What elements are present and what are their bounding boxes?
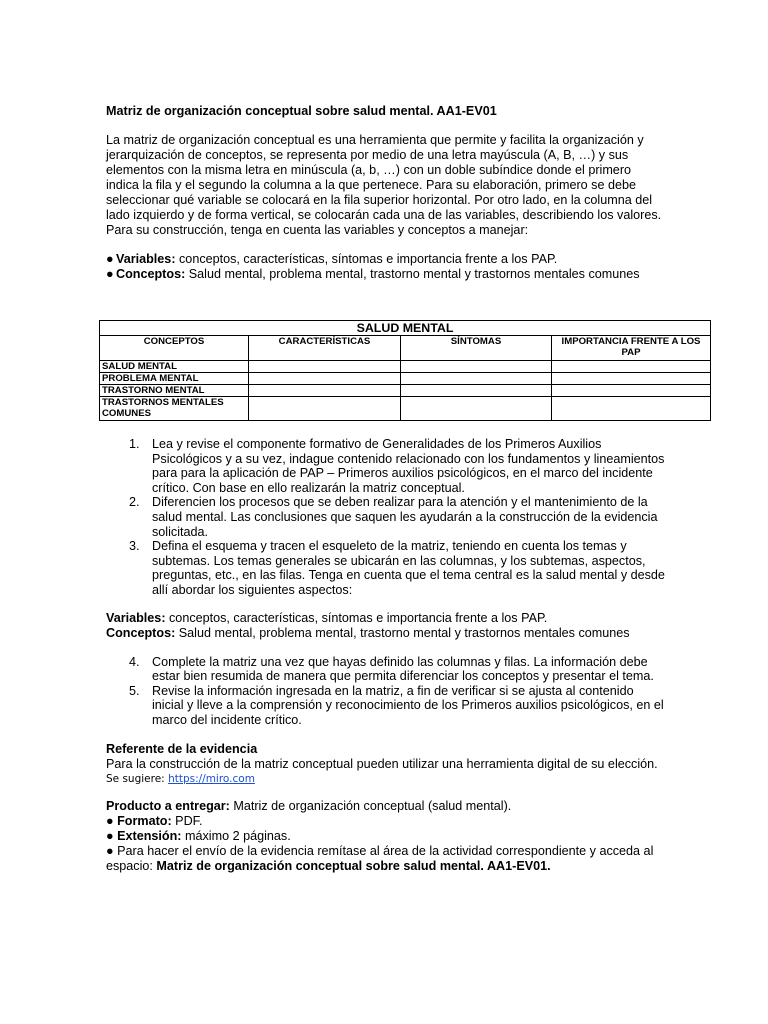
matrix-cell xyxy=(249,385,401,397)
step-item xyxy=(106,495,666,539)
formato-label: Formato: xyxy=(117,813,172,828)
bullet-text: conceptos, características, síntomas e importancia frente a los PAP. xyxy=(175,252,558,266)
matrix-row-label: TRASTORNO MENTAL xyxy=(100,385,249,397)
referente-heading: Referente de la evidencia xyxy=(106,741,258,756)
step-number: 4. xyxy=(129,654,140,669)
matrix-cell xyxy=(249,361,401,373)
matrix-row-label: PROBLEMA MENTAL xyxy=(100,373,249,385)
producto-section xyxy=(106,799,666,875)
step-item xyxy=(106,684,666,728)
bullet-text: Salud mental, problema mental, trastorno mental y trastornos mentales comunes xyxy=(185,267,640,281)
step-text: Defina el esquema y tracen el esqueleto de la matriz, teniendo en cuenta los temas y subtemas. Los temas generales se ubicarán en las columnas, y los subtemas, aspectos, preguntas, etc., en las filas. Tenga en cuenta que el tema central es la salud mental y desde allí abordar los siguientes aspectos: xyxy=(152,539,665,597)
matrix-cell xyxy=(249,373,401,385)
matrix-header: CONCEPTOS xyxy=(100,336,249,361)
extension-line xyxy=(106,829,666,844)
envio-line xyxy=(106,844,666,874)
miro-link[interactable]: https://miro.com xyxy=(168,772,255,785)
envio-bold-text: Matriz de organización conceptual sobre salud mental. AA1-EV01. xyxy=(156,859,551,874)
bullet-icon: ● xyxy=(106,813,118,828)
matrix-cell xyxy=(552,373,711,385)
step-item xyxy=(106,437,666,495)
variables-text: conceptos, características, síntomas e importancia frente a los PAP. xyxy=(165,610,548,625)
step-text: Diferencien los procesos que se deben realizar para la atención y el mantenimiento de la salud mental. Las conclusiones que saquen les ayudarán a la construcción de la evidencia solicitada. xyxy=(152,495,658,539)
matrix-header: CARACTERÍSTICAS xyxy=(249,336,401,361)
matrix-header: SÍNTOMAS xyxy=(401,336,552,361)
matrix-cell xyxy=(249,397,401,421)
step-text: Complete la matriz una vez que hayas definido las columnas y filas. La información debe estar bien resumida de manera que permita diferenciar los conceptos y presentar el tema. xyxy=(152,654,654,684)
bullet-label: Conceptos: xyxy=(116,267,186,281)
extension-label: Extensión: xyxy=(117,828,182,843)
matrix-cell xyxy=(552,361,711,373)
variables-block xyxy=(106,611,666,641)
matrix-cell xyxy=(401,361,552,373)
matrix-title: SALUD MENTAL xyxy=(100,321,711,336)
bullet-icon: ● xyxy=(106,267,114,281)
formato-text: PDF. xyxy=(171,813,203,828)
variables-line xyxy=(106,611,666,626)
document-title: Matriz de organización conceptual sobre salud mental. AA1-EV01 xyxy=(106,104,497,118)
bullet-icon: ● xyxy=(106,252,114,266)
matrix-header: IMPORTANCIA FRENTE A LOS PAP xyxy=(552,336,711,361)
producto-label: Producto a entregar: xyxy=(106,798,230,813)
conceptos-line xyxy=(106,626,666,641)
bullet-variables xyxy=(106,252,666,267)
variables-label: Variables: xyxy=(106,610,166,625)
bullet-icon: ● xyxy=(106,828,118,843)
document-page xyxy=(102,104,701,875)
matrix-cell xyxy=(401,373,552,385)
step-text: Revise la información ingresada en la matriz, a fin de verificar si se ajusta al contenido inicial y lleve a la comprensión y reconocimiento de los Primeros auxilios psicológicos, en el marco del incidente crítico. xyxy=(152,683,664,727)
step-number: 3. xyxy=(129,539,140,554)
matrix-row-label: TRASTORNOS MENTALES COMUNES xyxy=(100,397,249,421)
bullet-icon: ● xyxy=(106,844,114,859)
suggestion-line xyxy=(106,772,666,787)
steps-list-a xyxy=(106,437,666,598)
matrix-cell xyxy=(552,385,711,397)
formato-line xyxy=(106,814,666,829)
variables-list xyxy=(106,252,666,282)
conceptos-label: Conceptos: xyxy=(106,625,176,640)
conceptos-text: Salud mental, problema mental, trastorno mental y trastornos mentales comunes xyxy=(175,625,630,640)
suggestion-label: Se sugiere: xyxy=(106,772,169,785)
matrix-cell xyxy=(401,397,552,421)
step-number: 1. xyxy=(129,437,140,451)
envio-text: Para hacer el envío de la evidencia remítase al área de la actividad correspondiente y acceda al espacio: xyxy=(106,844,654,874)
referente-text: Para la construcción de la matriz conceptual pueden utilizar una herramienta digital de su elección. xyxy=(106,756,658,771)
step-number: 2. xyxy=(129,495,140,510)
bullet-label: Variables: xyxy=(116,252,176,266)
referente-section xyxy=(106,742,666,787)
intro-paragraph: La matriz de organización conceptual es una herramienta que permite y facilita la organización y jerarquización de conceptos, se representa por medio de una letra mayúscula (A, B, …) y sus elementos con la misma letra en minúscula (a, b, …) con un doble subíndice donde el primero indica la fila y el segundo la columna a la que pertenece. Para su elaboración, primero se debe seleccionar qué variable se colocará en la fila superior horizontal. Por otro lado, en la columna del lado izquierdo y de forma vertical, se colocarán cada una de las variables, describiendo los valores. Para su construcción, tenga en cuenta las variables y conceptos a manejar: xyxy=(106,133,662,237)
bullet-conceptos xyxy=(106,267,666,282)
step-item xyxy=(106,539,666,597)
salud-mental-matrix xyxy=(99,320,711,421)
producto-text: Matriz de organización conceptual (salud mental). xyxy=(229,798,512,813)
matrix-cell xyxy=(552,397,711,421)
steps-list-b xyxy=(106,655,666,728)
step-text: Lea y revise el componente formativo de Generalidades de los Primeros Auxilios Psicológicos y a su vez, indague contenido relacionado con los fundamentos y lineamientos para para la aplicación de PAP – Primeros auxilios psicológicos, en el marco del incidente crítico. Con base en ello realizarán la matriz conceptual. xyxy=(152,437,665,495)
step-number: 5. xyxy=(129,683,140,698)
producto-line xyxy=(106,799,666,814)
extension-text: máximo 2 páginas. xyxy=(181,828,291,843)
matrix-cell xyxy=(401,385,552,397)
matrix-row-label: SALUD MENTAL xyxy=(100,361,249,373)
step-item xyxy=(106,655,666,684)
